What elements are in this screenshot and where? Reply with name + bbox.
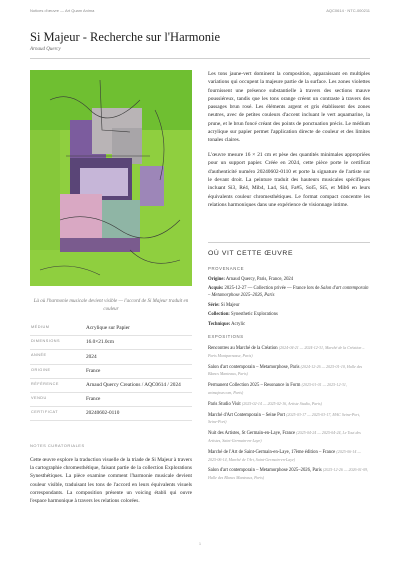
- exhibition-name: Nuit des Artistes, St Germain-en-Laye, France: [208, 431, 296, 437]
- description-paragraph: L'œuvre mesure 16 × 21 cm et pèse des quantités minimales appropriées pour un support papier. Créée en 2024, cette pièce porte le certificat d'authenticité numéro 20240602-0110 et porte la signature de l'artiste sur le devant droit. La peinture traduit des hauteurs musicales spécifiques incluant Si3, Ré4, Mib4, La4, Si4, Fa#5, Sol5, Si5, et Mib6 en leurs équivalents couleur chromesthétiques. Le format compact concentre les relations harmoniques dans une expérience de visionnage intime.: [208, 152, 370, 208]
- provenance-value: Si Majeur: [220, 302, 240, 308]
- spec-row-origin: [30, 365, 192, 379]
- art-teal-block: [102, 200, 140, 240]
- spec-row-dimensions: [30, 336, 192, 350]
- exhibition-name: Rencontres au Marché de la Création: [208, 346, 278, 351]
- spec-label: RÉFÉRENCE: [31, 381, 59, 386]
- exhibition-name: Salon d'art contemporain – Metamorphose 2025–2026, Paris: [208, 468, 322, 474]
- exhibition-item: [208, 364, 370, 380]
- spec-label: CERTIFICAT: [31, 410, 59, 415]
- artwork-title: Si Majeur - Recherche sur l'Harmonie: [30, 30, 221, 44]
- section-divider: [208, 242, 370, 243]
- spec-row-certificate: [30, 407, 192, 421]
- spec-value: 2024: [86, 353, 97, 360]
- provenance-value: 2025-12-27 — Collection privée — France lors de: [224, 286, 321, 292]
- exhibition-item: [208, 382, 370, 398]
- spec-value: France: [86, 367, 101, 374]
- spec-label: ANNÉE: [31, 353, 47, 358]
- exhibition-meta: (2024-12-26 — 2025-01-10, Halle des Blancs Manteaux, Paris): [208, 363, 363, 377]
- notes-text: Cette œuvre explore la traduction visuelle de la triade de Si Majeur à travers la cartographie chromesthétique, faisant partie de la collection Explorations Synesthétiques. La pièce examine comment l'harmonie musicale devient couleur visible, traduisant les tons de l'accord en leurs équivalents visuels correspondants. La composition présente un voicing établi qui ouvre l'espace harmonique à travers les relations colorées.: [30, 457, 192, 505]
- exhibition-item: [208, 345, 370, 361]
- provenance-key: Collection:: [208, 312, 230, 318]
- header-left: Notices d'œuvre — Art Quam Anima: [30, 8, 95, 13]
- exhibition-name: Marché d'Art Contemporain – Seine Port: [208, 412, 286, 418]
- spec-value: Arnaud Quercy Creations / AQC0614 / 2024: [86, 381, 181, 388]
- artwork-description: [208, 70, 370, 216]
- provenance-value: Acrylic: [231, 321, 246, 327]
- provenance-item: [208, 276, 370, 283]
- exhibition-name: Marché de l'Art de Saint-Germain-en-Laye, 17ème édition – France: [208, 449, 336, 455]
- exhibition-meta: (2024-04-21 — 2024-12-31, Marché de la Création – Paris Montparnasse, Paris): [208, 345, 365, 358]
- provenance-heading: PROVENANCE: [208, 266, 245, 271]
- spec-row-sold: [30, 393, 192, 407]
- spec-value: Acrylique sur Papier: [86, 325, 130, 332]
- exhibition-name: Paris Studio Visit: [208, 401, 241, 407]
- spec-row-reference: [30, 379, 192, 393]
- provenance-event: Salon d'art contemporain – Metamorphose 2025–2026, Paris: [208, 286, 369, 299]
- spec-label: MÉDIUM: [31, 325, 50, 329]
- exhibition-meta: (2025-01-01 — 2025-12-31, artmajeur.com, Paris): [208, 382, 347, 395]
- artwork-caption: Là où l'harmonie musicale devient visible — l'accord de Si Majeur traduit en couleur: [33, 299, 189, 312]
- artwork-painting: [30, 70, 192, 286]
- page-number: 1: [198, 541, 202, 546]
- spec-label: ORIGINE: [31, 367, 51, 372]
- art-left-band: [30, 130, 60, 250]
- specs-table: [30, 322, 192, 421]
- spec-row-medium: [30, 322, 192, 336]
- exhibition-meta: (2025-02-14 — 2025-02-16, Artiste Studio, Paris): [241, 400, 322, 406]
- page-header: [30, 8, 370, 18]
- provenance-list: [208, 276, 370, 330]
- artwork-image: [30, 70, 192, 286]
- exhibitions-list: [208, 345, 370, 486]
- title-divider: [30, 58, 370, 59]
- exhibition-name: Salon d'art contemporain – Metamorphose, Paris: [208, 364, 300, 370]
- spec-label: DIMENSIONS: [31, 339, 61, 344]
- section-title: OÙ VIT CETTE ŒUVRE: [208, 250, 294, 257]
- provenance-item: [208, 321, 370, 328]
- header-right: AQC0614 · NTC-000211: [326, 8, 370, 13]
- provenance-value: Synesthetic Explorations: [231, 312, 278, 318]
- provenance-item: [208, 302, 370, 309]
- provenance-item: [208, 311, 370, 318]
- exhibition-item: [208, 430, 370, 446]
- notes-heading: NOTES CURATORIALES: [30, 443, 85, 448]
- exhibition-meta: (2025-04-24 — 2025-04-24, Le Tout des Artistes, Saint-Germain-en-Laye): [208, 430, 361, 443]
- spec-label: VENDU: [31, 395, 47, 400]
- provenance-key: Acquis:: [208, 286, 224, 292]
- artist-name: Arnaud Quercy: [30, 47, 61, 52]
- exhibition-meta: (2025-12-26 — 2026-01-09, Halle des Blancs Manteaux, Paris): [208, 467, 369, 481]
- spec-row-year: [30, 350, 192, 364]
- exhibition-name: Permanent Collection 2025 – Resonance in Form: [208, 383, 301, 389]
- provenance-key: Origine:: [208, 277, 225, 282]
- exhibition-item: [208, 467, 370, 483]
- art-plum-strip: [60, 238, 140, 252]
- exhibition-meta: (2025-06-14 — 2025-06-14, Marché de l'Art, Saint-Germain-en-Laye): [208, 448, 361, 462]
- provenance-value: Arnaud Quercy, Paris, France, 2024: [225, 277, 294, 282]
- exhibition-item: [208, 401, 370, 409]
- art-lavender-block: [80, 168, 128, 196]
- spec-value: 16.0×21.0cm: [86, 339, 114, 346]
- exhibition-item: [208, 449, 370, 465]
- exhibitions-heading: EXPOSITIONS: [208, 334, 244, 339]
- spec-value: France: [86, 396, 101, 403]
- description-paragraph: Les tons jaune-vert dominent la composition, apparaissant en multiples variations qui occupent la majeure partie de la surface. Les zones violettes fournissent une présence substantielle à travers des sections mauve poussiéreux, tandis que les tons orange créent un contraste à travers des passages brun rosé. Les éléments argent et gris établissent des zones neutres, avec de petites couleurs d'accent incluant le vert aquamarine, la prune, et le brun foncé créant des points de ponctuation précis. Le médium acrylique sur papier permet l'application directe de couleur et des limites tonales claires.: [208, 71, 370, 144]
- art-violet-block: [140, 166, 164, 206]
- provenance-key: Technique:: [208, 321, 231, 327]
- provenance-item: [208, 285, 370, 299]
- provenance-key: Série:: [208, 302, 220, 308]
- exhibition-meta: (2025-03-17 — 2025-03-17, MAC Seine-Port, Seine-Port): [208, 411, 360, 425]
- spec-value: 20240602-0110: [86, 410, 120, 417]
- exhibition-item: [208, 412, 370, 428]
